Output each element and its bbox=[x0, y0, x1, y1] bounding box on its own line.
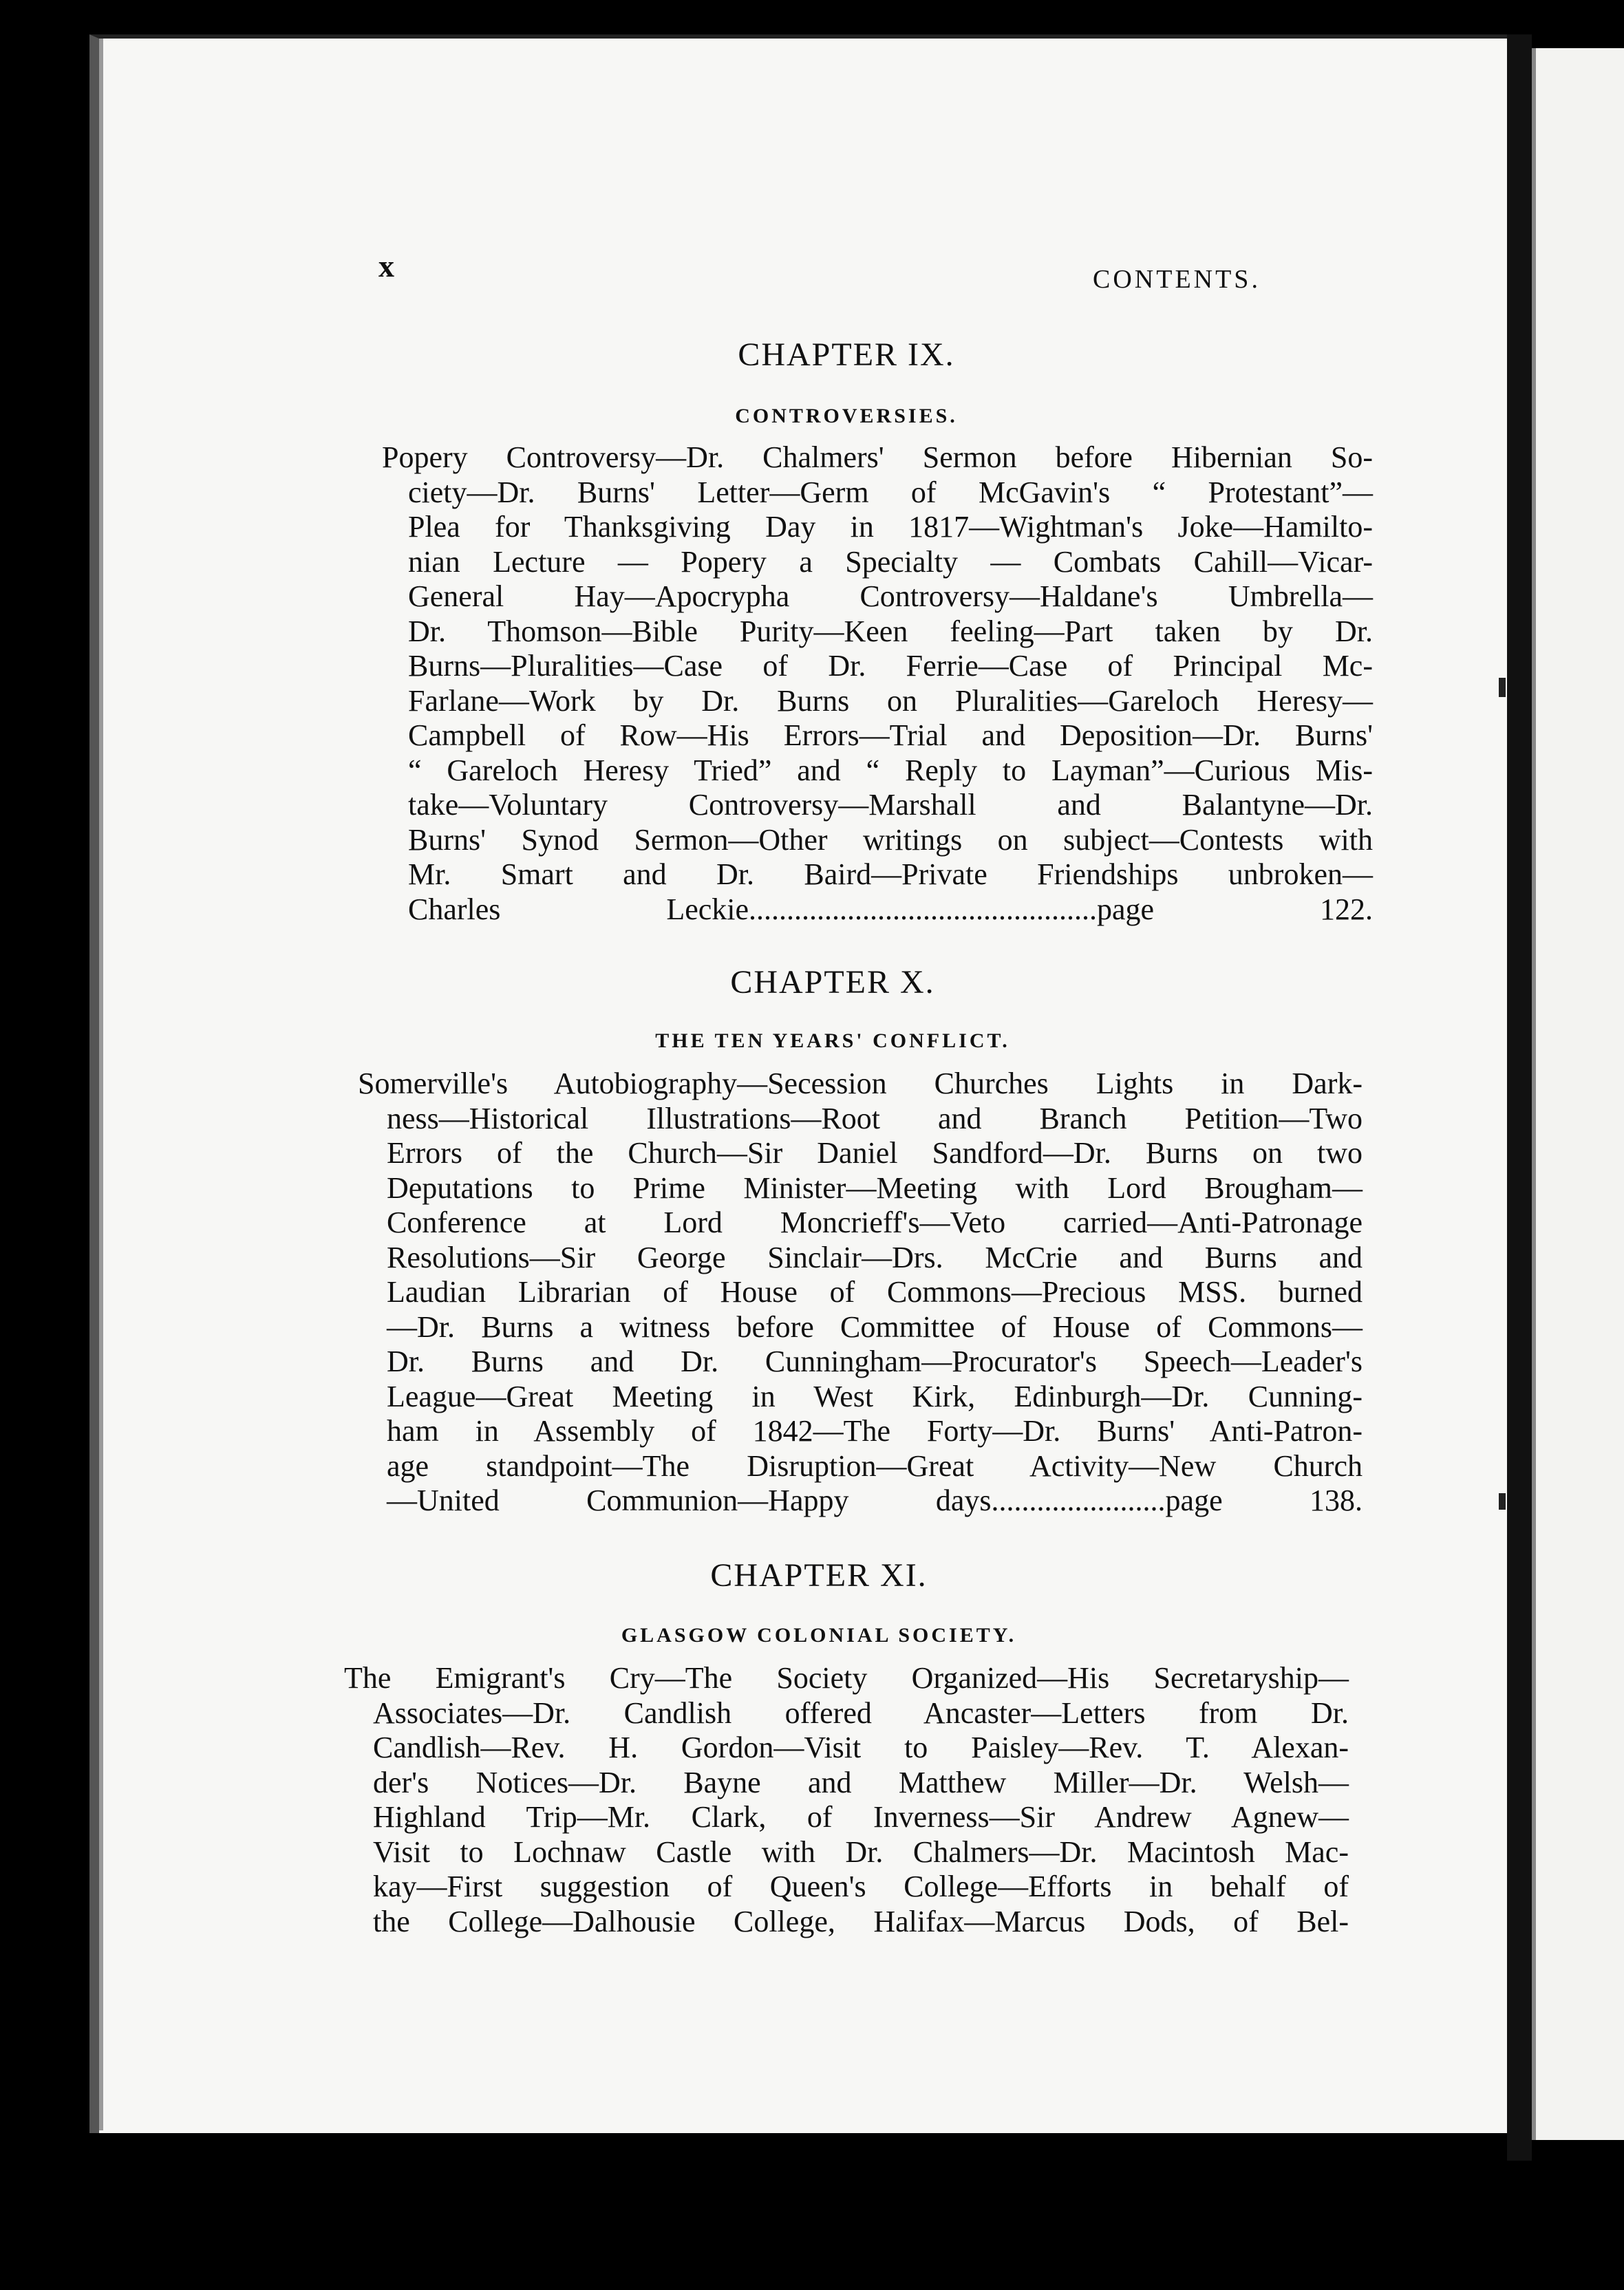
chapter-title: CHAPTER IX. bbox=[738, 336, 955, 373]
facing-page-edge bbox=[1532, 48, 1536, 2140]
synopsis-line: Somerville's Autobiography—Secession Churches Lights in Dark- bbox=[358, 1067, 1363, 1100]
synopsis-line: Associates—Dr. Candlish offered Ancaster—Letters from Dr. bbox=[373, 1695, 1349, 1730]
gutter-fold bbox=[1507, 34, 1532, 2161]
page-edge bbox=[99, 39, 103, 2130]
synopsis-line: ness—Historical Illustrations—Root and Branch Petition—Two bbox=[387, 1101, 1363, 1135]
chapter-title: CHAPTER XI. bbox=[710, 1557, 928, 1594]
synopsis-line: Dr. Burns and Dr. Cunningham—Procurator's Speech—Leader's bbox=[387, 1345, 1363, 1378]
synopsis-line: —Dr. Burns a witness before Committee of House of Commons— bbox=[387, 1309, 1363, 1344]
chapter-subtitle: GLASGOW COLONIAL SOCIETY. bbox=[621, 1624, 1017, 1647]
synopsis-line: Mr. Smart and Dr. Baird—Private Friendships unbroken— bbox=[408, 857, 1373, 891]
synopsis-line: Burns' Synod Sermon—Other writings on subject—Contests with bbox=[408, 822, 1373, 857]
synopsis-line: nian Lecture — Popery a Specialty — Combats Cahill—Vicar- bbox=[408, 544, 1373, 579]
synopsis-line: Visit to Lochnaw Castle with Dr. Chalmers—Dr. Macintosh Mac- bbox=[373, 1834, 1349, 1869]
synopsis-line: Farlane—Work by Dr. Burns on Pluralities—Gareloch Heresy— bbox=[408, 683, 1373, 718]
gutter-mark bbox=[1499, 678, 1506, 697]
synopsis-line: kay—First suggestion of Queen's College—Efforts in behalf of bbox=[373, 1870, 1349, 1903]
synopsis-line: “ Gareloch Heresy Tried” and “ Reply to Layman”—Curious Mis- bbox=[408, 753, 1373, 787]
chapter-title: CHAPTER X. bbox=[730, 964, 935, 1000]
synopsis-line: —United Communion—Happy days.......................page 138. bbox=[387, 1484, 1363, 1517]
synopsis-line: Popery Controversy—Dr. Chalmers' Sermon before Hibernian So- bbox=[382, 440, 1373, 474]
facing-page-strip bbox=[1532, 48, 1624, 2140]
synopsis-line: Dr. Thomson—Bible Purity—Keen feeling—Part taken by Dr. bbox=[408, 614, 1373, 648]
synopsis-line: Campbell of Row—His Errors—Trial and Deposition—Dr. Burns' bbox=[408, 718, 1373, 752]
synopsis-line: ciety—Dr. Burns' Letter—Germ of McGavin's “ Protestant”— bbox=[408, 475, 1373, 509]
synopsis-line: Candlish—Rev. H. Gordon—Visit to Paisley—Rev. T. Alexan- bbox=[373, 1731, 1349, 1764]
synopsis-line: Conference at Lord Moncrieff's—Veto carried—Anti-Patronage bbox=[387, 1206, 1363, 1239]
chapter-subtitle: THE TEN YEARS' CONFLICT. bbox=[655, 1029, 1010, 1052]
synopsis-line: Deputations to Prime Minister—Meeting with Lord Brougham— bbox=[387, 1170, 1363, 1205]
synopsis-line: Charles Leckie..............................................page 122. bbox=[408, 892, 1373, 926]
chapter-subtitle: CONTROVERSIES. bbox=[735, 405, 958, 427]
chapter-synopsis bbox=[358, 1067, 1363, 1519]
synopsis-line: The Emigrant's Cry—The Society Organized—His Secretaryship— bbox=[344, 1661, 1349, 1695]
synopsis-line: der's Notices—Dr. Bayne and Matthew Miller—Dr. Welsh— bbox=[373, 1765, 1349, 1799]
synopsis-line: Plea for Thanksgiving Day in 1817—Wightman's Joke—Hamilto- bbox=[408, 510, 1373, 544]
page-number: x bbox=[378, 248, 394, 283]
gutter-mark bbox=[1499, 1493, 1506, 1510]
synopsis-line: ham in Assembly of 1842—The Forty—Dr. Burns' Anti-Patron- bbox=[387, 1414, 1363, 1448]
synopsis-line: Resolutions—Sir George Sinclair—Drs. McCrie and Burns and bbox=[387, 1240, 1363, 1274]
chapter-synopsis bbox=[382, 440, 1373, 927]
synopsis-line: Highland Trip—Mr. Clark, of Inverness—Sir Andrew Agnew— bbox=[373, 1800, 1349, 1834]
synopsis-line: Laudian Librarian of House of Commons—Precious MSS. burned bbox=[387, 1275, 1363, 1309]
synopsis-line: General Hay—Apocrypha Controversy—Haldane's Umbrella— bbox=[408, 579, 1373, 613]
running-head: CONTENTS. bbox=[1093, 265, 1261, 294]
synopsis-line: the College—Dalhousie College, Halifax—Marcus Dods, of Bel- bbox=[373, 1904, 1349, 1938]
synopsis-line: Errors of the Church—Sir Daniel Sandford—Dr. Burns on two bbox=[387, 1136, 1363, 1170]
page-header bbox=[289, 234, 1418, 296]
synopsis-line: take—Voluntary Controversy—Marshall and Balantyne—Dr. bbox=[408, 788, 1373, 822]
synopsis-line: age standpoint—The Disruption—Great Activity—New Church bbox=[387, 1448, 1363, 1483]
chapter-synopsis bbox=[344, 1661, 1349, 1939]
left-binding-shadow bbox=[0, 0, 89, 2290]
synopsis-line: League—Great Meeting in West Kirk, Edinburgh—Dr. Cunning- bbox=[387, 1379, 1363, 1413]
synopsis-line: Burns—Pluralities—Case of Dr. Ferrie—Case of Principal Mc- bbox=[408, 649, 1373, 683]
